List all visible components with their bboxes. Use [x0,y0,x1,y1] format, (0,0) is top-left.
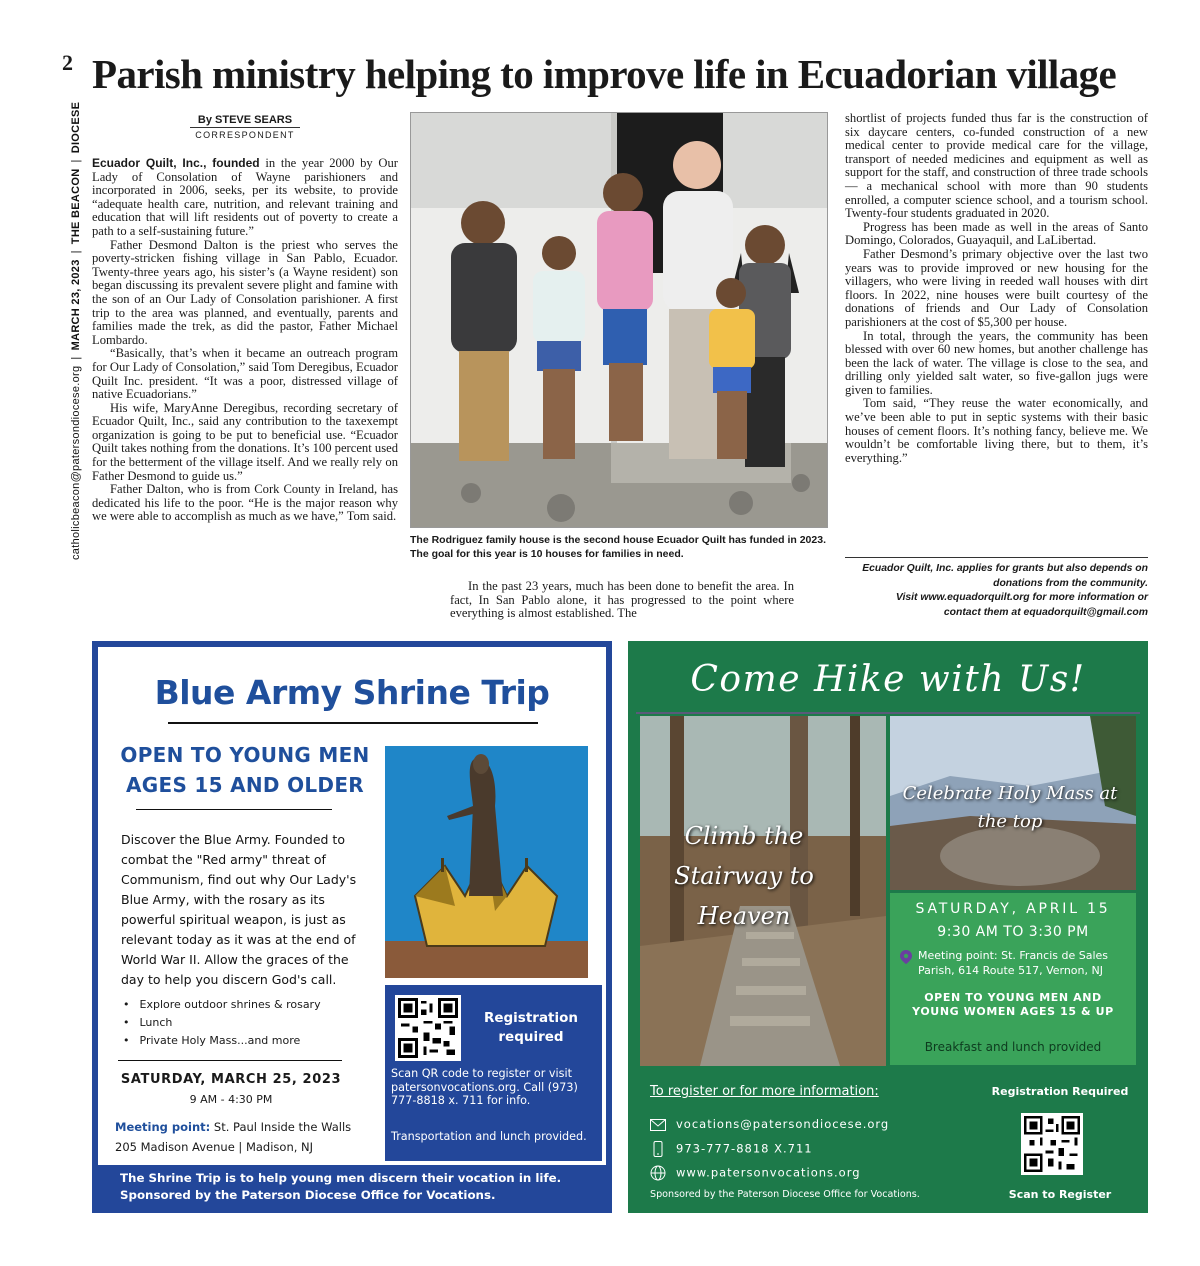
side-date: MARCH 23, 2023 [70,259,82,351]
hike-title: Come Hike with Us! [690,659,1086,700]
blue-army-description: Discover the Blue Army. Founded to combat the "Red army" threat of Communism, find out why Our Lady's Blue Army, with the rosary as its powerful spiritual weapon, is just as relevant today as it was at the end of World War II. Allow the graces of the day to help you discern God's call. [121,832,357,987]
qr-code-icon[interactable] [395,995,461,1061]
paragraph: Tom said, “They reuse the water economically, and we’ve been able to put in septic systems with their basic houses of cement floors. It’s nothing fancy, believe me. We wouldn’t be comfortable living there, but to them, it’s everything.” [845,396,1148,465]
registration-box [385,985,602,1161]
divider [636,712,1140,714]
meeting-address: 205 Madison Avenue | Madison, NJ [115,1140,314,1154]
side-publication: THE BEACON [70,168,82,245]
note-divider [845,557,1148,558]
transport-info: Transportation and lunch provided. [391,1130,587,1143]
paragraph: In total, through the years, the community has been blessed with over 60 new homes, but another challenge has been the lack of water. The village is close to the sea, and drilling only yielded salt water, so five-gallon jugs were given to families. [845,328,1148,397]
contact-email[interactable]: vocations@patersondiocese.org [676,1117,890,1131]
note-line: contact them at equadorquilt@gmail.com [943,606,1148,618]
meals-info: Breakfast and lunch provided [924,1040,1102,1054]
byline [190,114,300,140]
side-strip: catholicbeacon@patersondiocese.org|MARCH 23, 2023|THE BEACON|DIOCESE [70,101,82,560]
eligibility-line: OPEN TO YOUNG MEN [120,743,370,767]
donation-note [845,562,1148,620]
statue-photo [385,746,588,978]
divider [168,722,538,724]
meeting-point [115,1117,375,1157]
lead-bold: Ecuador Quilt, Inc., founded [92,156,260,170]
statue-illustration [385,746,588,978]
paragraph: Father Dalton, who is from Cork County in Ireland, has dedicated his life to the poor. “He is the major reason why we were able to accomplish as much as we have,” Tom said. [92,482,398,524]
paragraph: shortlist of projects funded thus far is the construction of six daycare centers, co-funded construction of a new medical center to provide medical care for the village, transport of needed medicines and equipment as well as support for the staff, and construction of three trade schools — a mechanical school with more than 90 students enrolled, a computer science school, and a tourism school. Twenty-four students graduated in 2020. [845,111,1148,221]
eligibility: OPEN TO YOUNG MEN AND YOUNG WOMEN AGES 15 & UP [912,991,1114,1018]
meeting-place: St. Paul Inside the Walls [210,1120,352,1134]
paragraph: “Basically, that’s when it became an outreach program for Our Lady of Consolation,” said Tom Deregibus, Ecuador Quilt Inc. president. “It was a poor, distressed village of native Ecuadorians.” [92,346,398,402]
byline-role: CORRESPONDENT [195,130,295,140]
blue-army-ad [92,641,612,1213]
lead-rest: in the year 2000 by Our Lady of Consolation of Wayne parishioners and incorporated in 2006, seeks, per its website, to provide “adequate health care, nutrition, and relevant training and education that will lift residents out of poverty to create a path to a self-sustaining future.” [92,156,398,238]
email-line [650,1117,889,1131]
divider [136,809,332,810]
article-column-1 [92,157,398,524]
contact-phone[interactable]: 973-777-8818 X.711 [676,1141,813,1156]
envelope-icon [650,1119,666,1131]
scan-instructions: Scan QR code to register or visit patersonvocations.org. Call (973) 777-8818 x. 711 for info. [391,1067,578,1107]
note-line: Ecuador Quilt, Inc. applies for grants but also depends on [862,563,1148,574]
list-item: • Explore outdoor shrines & rosary [121,996,361,1014]
hike-ad [628,641,1148,1213]
side-email: catholicbeacon@patersondiocese.org [70,365,82,560]
event-date: SATURDAY, MARCH 25, 2023 [120,1072,342,1087]
note-line: donations from the community. [993,577,1148,589]
phone-icon [650,1141,666,1157]
meeting-label: Meeting point: [115,1120,211,1134]
hike-details [890,893,1136,1065]
blue-army-ad-panel [98,647,606,1165]
activity-list [121,996,361,1050]
blue-army-footer: The Shrine Trip is to help young men discern their vocation in life. Sponsored by the Paterson Diocese Office for Vocations. [120,1171,562,1202]
registration-required: Registration Required [991,1085,1129,1098]
mountain-overlay: Celebrate Holy Mass at the top [902,783,1118,832]
page-number: 2 [62,50,73,75]
eligibility-line: AGES 15 AND OLDER [125,773,364,797]
contact-website[interactable]: www.patersonvocations.org [676,1165,861,1180]
divider [118,1060,342,1061]
qr-pattern [1024,1116,1080,1172]
family-photo-illustration [411,113,828,528]
byline-author: By STEVE SEARS [190,114,300,128]
article-column-3 [845,112,1148,465]
headline: Parish ministry helping to improve life in Ecuadorian village [92,51,1117,97]
location-pin-icon [900,950,912,964]
event-time: 9 AM - 4:30 PM [189,1093,273,1106]
note-line: Visit www.equadorquilt.org for more information or [895,592,1148,603]
hike-sponsor: Sponsored by the Paterson Diocese Office for Vocations. [650,1189,920,1200]
globe-icon [650,1165,666,1181]
paragraph: His wife, MaryAnne Deregibus, recording secretary of Ecuador Quilt, Inc., said any contribution to the taxexempt organization is going to be put to beneficial use. “Ecuador Quilt takes nothing from the donations. It’s 100 percent used for the betterment of the village itself. And we really rely on Father Desmond to guide us.” [92,400,398,483]
paragraph: In the past 23 years, much has been done to benefit the area. In fact, In San Pablo alone, it has progressed to the point where everything is almost established. The [450,579,794,621]
event-time: 9:30 AM TO 3:30 PM [937,924,1089,940]
paragraph: Progress has been made as well in the areas of Santo Domingo, Colorados, Guayaquil, and LaLibertad. [845,219,1148,248]
meeting-point: Meeting point: St. Francis de Sales Parish, 614 Route 517, Vernon, NJ [918,949,1109,977]
blue-army-title: Blue Army Shrine Trip [154,673,550,712]
scan-to-register: Scan to Register [1008,1188,1112,1201]
list-item: • Lunch [121,1014,361,1032]
qr-pattern [398,998,458,1058]
side-section: DIOCESE [70,101,82,154]
website-line [650,1165,861,1181]
article-column-2 [450,580,794,621]
qr-code-icon[interactable] [1021,1113,1083,1175]
lead-paragraph [92,157,398,239]
register-info-link[interactable]: To register or for more information: [650,1084,879,1099]
stairway-overlay: Climb the Stairway to Heaven [674,822,814,930]
registration-required: Registration required [483,1010,579,1045]
list-item: • Private Holy Mass...and more [121,1032,361,1050]
family-photo [410,112,828,528]
photo-caption: The Rodriguez family house is the second house Ecuador Quilt has funded in 2023. The goal for this year is 10 houses for families in need. [410,534,826,560]
eligibility [114,740,376,800]
event-date: SATURDAY, APRIL 15 [915,901,1111,917]
paragraph: Father Desmond Dalton is the priest who serves the poverty-stricken fishing village in San Pablo, Ecuador. Twenty-three years ago, his sister’s (a Wayne resident) son began discussing its prevalent severe plight and famine with the son of an Our Lady of Consolation parishioner. A first trip to the area was planned, and eventually, parents and families made the trek, as did the pastor, Father Michael Lombardo. [92,237,398,347]
paragraph: Father Desmond’s primary objective over the last two years was to provide improved or new housing for the villagers, who were living in reeded wall houses with dirt floors. In 2022, nine houses were built courtesy of the donations of friends and Our Lady of Consolation parishioners at the cost of $5,300 per house. [845,246,1148,329]
phone-line [650,1141,813,1157]
